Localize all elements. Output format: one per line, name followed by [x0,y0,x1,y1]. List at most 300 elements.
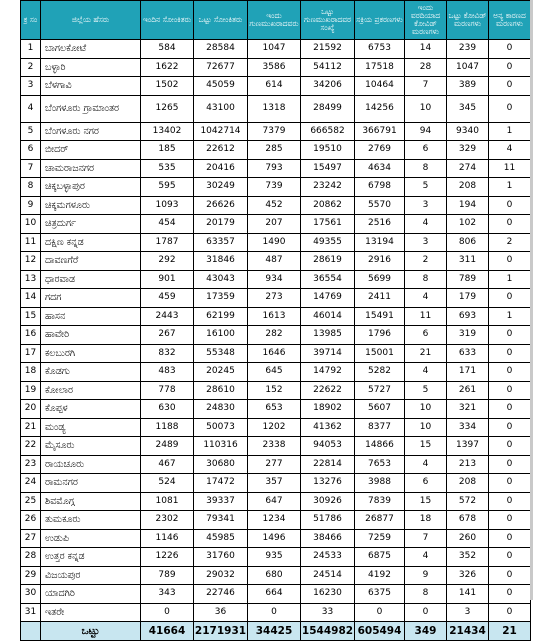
cell-today-cases: 343 [141,585,194,604]
header-today-deaths: ಇಂದು ವರದಿಯಾದ ಕೋವಿಡ್ ಮರಣಗಳು [405,1,447,40]
cell-active-cases: 15491 [355,307,405,326]
cell-total-deaths: 321 [447,400,489,419]
table-row [21,178,531,197]
cell-total-deaths: 261 [447,381,489,400]
cell-today-recovered: 282 [248,326,301,345]
cell-active-cases: 6875 [355,548,405,567]
cell-today-cases: 630 [141,400,194,419]
cell-today-cases: 1093 [141,196,194,215]
cell-today-deaths: 94 [405,122,447,141]
table-row [21,77,531,96]
cell-today-recovered: 7379 [248,122,301,141]
cell-today-cases: 778 [141,381,194,400]
table-row [21,215,531,234]
cell-active-cases: 13194 [355,233,405,252]
cell-serial: 5 [21,122,41,141]
cell-active-cases: 7839 [355,492,405,511]
cell-total-cases: 36 [194,603,248,622]
cell-total-deaths: 274 [447,159,489,178]
cell-today-deaths: 9 [405,566,447,585]
cell-total-deaths: 572 [447,492,489,511]
cell-serial: 15 [21,307,41,326]
cell-other-deaths: 2 [489,233,531,252]
cell-active-cases: 5699 [355,270,405,289]
cell-district: ಚಾಮರಾಜನಗರ [41,159,141,178]
cell-active-cases: 10464 [355,77,405,96]
table-row [21,196,531,215]
cell-total-cases: 20245 [194,363,248,382]
cell-today-deaths: 8 [405,585,447,604]
cell-serial: 23 [21,455,41,474]
cell-district: ದಕ್ಷಿಣ ಕನ್ನಡ [41,233,141,252]
cell-other-deaths: 0 [489,437,531,456]
cell-today-recovered: 207 [248,215,301,234]
cell-active-cases: 7259 [355,529,405,548]
cell-active-cases: 8377 [355,418,405,437]
cell-total-cases: 30680 [194,455,248,474]
header-district: ಜಿಲ್ಲೆಯ ಹೆಸರು [41,1,141,40]
cell-today-cases: 2489 [141,437,194,456]
cell-total-cases: 43100 [194,95,248,122]
cell-total-recovered: 23242 [301,178,355,197]
cell-district: ಮೈಸೂರು [41,437,141,456]
cell-total-recovered: 17561 [301,215,355,234]
cell-serial: 24 [21,474,41,493]
cell-today-recovered: 1047 [248,40,301,59]
cell-today-recovered: 1646 [248,344,301,363]
table-row [21,529,531,548]
table-row [21,159,531,178]
cell-serial: 18 [21,363,41,382]
cell-total-recovered: 13276 [301,474,355,493]
cell-other-deaths: 0 [489,492,531,511]
cell-district: ಯಾದಗಿರಿ [41,585,141,604]
cell-today-deaths: 21 [405,344,447,363]
cell-total-cases: 62199 [194,307,248,326]
cell-active-cases: 0 [355,603,405,622]
cell-total-cases: 26626 [194,196,248,215]
cell-total-recovered: 20862 [301,196,355,215]
cell-serial: 28 [21,548,41,567]
cell-today-cases: 459 [141,289,194,308]
cell-active-cases: 1796 [355,326,405,345]
cell-active-cases: 2916 [355,252,405,271]
cell-today-recovered: 1318 [248,95,301,122]
cell-total-cases: 1042714 [194,122,248,141]
cell-today-deaths: 11 [405,307,447,326]
cell-other-deaths: 0 [489,58,531,77]
cell-total-cases: 28584 [194,40,248,59]
cell-today-recovered: 2338 [248,437,301,456]
cell-total-cases: 29032 [194,566,248,585]
cell-active-cases: 17518 [355,58,405,77]
cell-today-recovered: 273 [248,289,301,308]
cell-total-recovered: 13985 [301,326,355,345]
district-covid-table [20,0,531,641]
cell-active-cases: 5727 [355,381,405,400]
cell-serial: 30 [21,585,41,604]
cell-today-recovered: 647 [248,492,301,511]
cell-total-recovered: 33 [301,603,355,622]
cell-district: ಉಡುಪಿ [41,529,141,548]
cell-today-recovered: 653 [248,400,301,419]
cell-today-cases: 1265 [141,95,194,122]
cell-active-cases: 2411 [355,289,405,308]
cell-today-deaths: 5 [405,381,447,400]
cell-active-cases: 6753 [355,40,405,59]
table-row [21,307,531,326]
cell-district: ರಾಯಚೂರು [41,455,141,474]
cell-active-cases: 5570 [355,196,405,215]
table-row [21,492,531,511]
cell-total-deaths: 678 [447,511,489,530]
cell-today-cases: 0 [141,603,194,622]
cell-serial: 3 [21,77,41,96]
cell-total-recovered: 666582 [301,122,355,141]
cell-active-cases: 2769 [355,141,405,160]
table-row [21,585,531,604]
cell-today-cases: 1787 [141,233,194,252]
cell-district: ತುಮಕೂರು [41,511,141,530]
cell-today-recovered: 285 [248,141,301,160]
cell-other-deaths: 1 [489,178,531,197]
cell-active-cases: 366791 [355,122,405,141]
cell-today-recovered: 645 [248,363,301,382]
cell-today-cases: 1081 [141,492,194,511]
cell-other-deaths: 0 [489,529,531,548]
cell-other-deaths: 0 [489,418,531,437]
table-row [21,548,531,567]
cell-total-cases: 110316 [194,437,248,456]
cell-total-cases: 17359 [194,289,248,308]
cell-other-deaths: 0 [489,511,531,530]
cell-total-cases: 31846 [194,252,248,271]
cell-today-cases: 483 [141,363,194,382]
table-row [21,233,531,252]
cell-today-deaths: 2 [405,252,447,271]
cell-total-deaths: 194 [447,196,489,215]
cell-today-deaths: 15 [405,437,447,456]
cell-total-deaths: 329 [447,141,489,160]
cell-total-recovered: 39714 [301,344,355,363]
cell-district: ಕೊಪ್ಪಳ [41,400,141,419]
cell-district: ಉತ್ತರ ಕನ್ನಡ [41,548,141,567]
cell-today-deaths: 10 [405,400,447,419]
cell-today-recovered: 739 [248,178,301,197]
total-today-recovered: 34425 [248,622,301,641]
cell-total-recovered: 14769 [301,289,355,308]
total-label: ಒಟ್ಟು [41,622,141,641]
cell-total-cases: 17472 [194,474,248,493]
cell-other-deaths: 0 [489,289,531,308]
cell-district: ದಾವಣಗೆರೆ [41,252,141,271]
total-row [21,622,531,641]
cell-other-deaths: 0 [489,455,531,474]
cell-today-cases: 292 [141,252,194,271]
cell-total-cases: 20416 [194,159,248,178]
cell-district: ಚಿಕ್ಕಬಳ್ಳಾಪುರ [41,178,141,197]
table-row [21,511,531,530]
cell-total-cases: 39337 [194,492,248,511]
cell-total-recovered: 18902 [301,400,355,419]
cell-total-cases: 28610 [194,381,248,400]
header-other-deaths: ಅನ್ಯ ಕಾರಣದ ಮರಣಗಳು [489,1,531,40]
cell-today-recovered: 664 [248,585,301,604]
cell-today-recovered: 0 [248,603,301,622]
header-today-recovered: ಇಂದು ಗುಣಮುಖರಾದವರು [248,1,301,40]
cell-district: ಮಂಡ್ಯ [41,418,141,437]
cell-district: ಧಾರವಾಡ [41,270,141,289]
cell-total-cases: 45059 [194,77,248,96]
cell-other-deaths: 0 [489,474,531,493]
cell-today-deaths: 3 [405,196,447,215]
cell-total-recovered: 51786 [301,511,355,530]
cell-district: ಬೆಂಗಳೂರು ಗ್ರಾಮಾಂತರ [41,95,141,122]
cell-total-deaths: 693 [447,307,489,326]
cell-total-recovered: 28619 [301,252,355,271]
cell-serial: 16 [21,326,41,345]
cell-today-cases: 467 [141,455,194,474]
cell-district: ಕಲಬುರಗಿ [41,344,141,363]
total-other-deaths: 21 [489,622,531,641]
cell-district: ಶಿವಮೊಗ್ಗ [41,492,141,511]
cell-total-recovered: 34206 [301,77,355,96]
cell-active-cases: 15001 [355,344,405,363]
cell-serial: 13 [21,270,41,289]
table-row [21,455,531,474]
cell-other-deaths: 0 [489,344,531,363]
cell-active-cases: 26877 [355,511,405,530]
cell-total-deaths: 239 [447,40,489,59]
cell-today-recovered: 487 [248,252,301,271]
cell-serial: 8 [21,178,41,197]
cell-other-deaths: 0 [489,252,531,271]
cell-serial: 21 [21,418,41,437]
table-row [21,141,531,160]
cell-today-deaths: 4 [405,548,447,567]
cell-today-recovered: 1202 [248,418,301,437]
table-row [21,603,531,622]
cell-total-cases: 50073 [194,418,248,437]
cell-today-cases: 454 [141,215,194,234]
cell-serial: 7 [21,159,41,178]
cell-total-cases: 43043 [194,270,248,289]
cell-today-deaths: 8 [405,159,447,178]
cell-total-recovered: 21592 [301,40,355,59]
cell-total-deaths: 345 [447,95,489,122]
cell-other-deaths: 0 [489,95,531,122]
cell-total-deaths: 806 [447,233,489,252]
total-active-cases: 605494 [355,622,405,641]
cell-today-cases: 1502 [141,77,194,96]
cell-total-cases: 22746 [194,585,248,604]
cell-district: ಚಿಕ್ಕಮಗಳೂರು [41,196,141,215]
cell-total-recovered: 24533 [301,548,355,567]
cell-total-deaths: 389 [447,77,489,96]
cell-total-recovered: 22622 [301,381,355,400]
cell-district: ಚಿತ್ರದುರ್ಗ [41,215,141,234]
table-row [21,289,531,308]
cell-district: ಗದಗ [41,289,141,308]
cell-total-recovered: 28499 [301,95,355,122]
cell-total-deaths: 319 [447,326,489,345]
cell-other-deaths: 1 [489,270,531,289]
cell-total-deaths: 334 [447,418,489,437]
cell-active-cases: 14866 [355,437,405,456]
cell-active-cases: 4192 [355,566,405,585]
cell-total-deaths: 208 [447,474,489,493]
cell-active-cases: 7653 [355,455,405,474]
cell-active-cases: 5282 [355,363,405,382]
cell-today-cases: 524 [141,474,194,493]
cell-today-deaths: 3 [405,233,447,252]
cell-today-cases: 185 [141,141,194,160]
cell-serial: 29 [21,566,41,585]
header-active-cases: ಸಕ್ರಿಯ ಪ್ರಕರಣಗಳು [355,1,405,40]
cell-today-recovered: 935 [248,548,301,567]
cell-total-deaths: 9340 [447,122,489,141]
cell-total-cases: 22612 [194,141,248,160]
cell-today-deaths: 6 [405,326,447,345]
cell-today-deaths: 10 [405,418,447,437]
cell-today-cases: 832 [141,344,194,363]
cell-total-cases: 31760 [194,548,248,567]
cell-today-cases: 2443 [141,307,194,326]
cell-today-deaths: 4 [405,455,447,474]
cell-total-recovered: 15497 [301,159,355,178]
cell-today-deaths: 0 [405,603,447,622]
total-today-cases: 41664 [141,622,194,641]
cell-today-cases: 2302 [141,511,194,530]
header-total-cases: ಒಟ್ಟು ಸೋಂಕಿತರು [194,1,248,40]
table-row [21,270,531,289]
header-serial: ಕ್ರ ಸಂ [21,1,41,40]
cell-active-cases: 6798 [355,178,405,197]
cell-today-cases: 1188 [141,418,194,437]
cell-total-deaths: 260 [447,529,489,548]
cell-district: ಬಳ್ಳಾರಿ [41,58,141,77]
cell-district: ಕೋಲಾರ [41,381,141,400]
table-row [21,566,531,585]
cell-today-cases: 789 [141,566,194,585]
cell-today-cases: 901 [141,270,194,289]
cell-today-deaths: 18 [405,511,447,530]
cell-district: ಬೆಂಗಳೂರು ನಗರ [41,122,141,141]
cell-total-deaths: 208 [447,178,489,197]
cell-other-deaths: 0 [489,566,531,585]
header-total-deaths: ಒಟ್ಟು ಕೋವಿಡ್ ಮರಣಗಳು [447,1,489,40]
table-row [21,326,531,345]
cell-other-deaths: 1 [489,122,531,141]
cell-total-recovered: 54112 [301,58,355,77]
cell-today-recovered: 357 [248,474,301,493]
cell-other-deaths: 0 [489,196,531,215]
cell-serial: 12 [21,252,41,271]
cell-total-deaths: 141 [447,585,489,604]
cell-today-cases: 1146 [141,529,194,548]
cell-other-deaths: 0 [489,585,531,604]
total-today-deaths: 349 [405,622,447,641]
header-today-cases: ಇಂದಿನ ಸೋಂಕಿತರು [141,1,194,40]
cell-today-deaths: 4 [405,363,447,382]
cell-total-recovered: 16230 [301,585,355,604]
cell-total-recovered: 19510 [301,141,355,160]
cell-other-deaths: 0 [489,363,531,382]
table-row [21,363,531,382]
cell-other-deaths: 11 [489,159,531,178]
cell-total-deaths: 179 [447,289,489,308]
cell-district: ಹಾಸನ [41,307,141,326]
cell-active-cases: 2516 [355,215,405,234]
cell-today-cases: 584 [141,40,194,59]
cell-district: ಬೀದರ್ [41,141,141,160]
cell-today-deaths: 7 [405,77,447,96]
cell-total-deaths: 1047 [447,58,489,77]
table-row [21,400,531,419]
cell-total-cases: 63357 [194,233,248,252]
cell-today-deaths: 14 [405,40,447,59]
cell-active-cases: 5607 [355,400,405,419]
table-header-row [21,1,531,40]
cell-serial: 22 [21,437,41,456]
cell-today-cases: 267 [141,326,194,345]
cell-today-recovered: 1234 [248,511,301,530]
cell-today-recovered: 1613 [248,307,301,326]
table-row [21,95,531,122]
cell-total-cases: 79341 [194,511,248,530]
cell-total-deaths: 311 [447,252,489,271]
cell-other-deaths: 0 [489,603,531,622]
cell-district: ಬಾಗಲಕೋಟೆ [41,40,141,59]
cell-today-deaths: 7 [405,529,447,548]
header-total-recovered: ಒಟ್ಟು ಗುಣಮುಖರಾದವರ ಸಂಖ್ಯೆ [301,1,355,40]
cell-today-deaths: 15 [405,492,447,511]
table-row [21,122,531,141]
cell-other-deaths: 0 [489,548,531,567]
cell-serial: 19 [21,381,41,400]
cell-total-deaths: 352 [447,548,489,567]
cell-total-recovered: 49355 [301,233,355,252]
cell-total-recovered: 46014 [301,307,355,326]
cell-total-deaths: 1397 [447,437,489,456]
total-serial [21,622,41,641]
cell-today-deaths: 4 [405,215,447,234]
cell-serial: 2 [21,58,41,77]
table-row [21,381,531,400]
cell-serial: 6 [21,141,41,160]
cell-today-deaths: 28 [405,58,447,77]
cell-today-deaths: 6 [405,141,447,160]
cell-serial: 11 [21,233,41,252]
cell-serial: 17 [21,344,41,363]
table-row [21,474,531,493]
cell-other-deaths: 0 [489,77,531,96]
cell-active-cases: 6375 [355,585,405,604]
cell-total-deaths: 633 [447,344,489,363]
cell-total-recovered: 38466 [301,529,355,548]
cell-today-deaths: 5 [405,178,447,197]
total-total-recovered: 1544982 [301,622,355,641]
cell-total-deaths: 213 [447,455,489,474]
cell-total-recovered: 24514 [301,566,355,585]
cell-other-deaths: 4 [489,141,531,160]
cell-active-cases: 14256 [355,95,405,122]
cell-district: ಇತರೇ [41,603,141,622]
cell-serial: 4 [21,95,41,122]
cell-district: ಬೆಳಗಾವಿ [41,77,141,96]
table-row [21,418,531,437]
cell-total-recovered: 14792 [301,363,355,382]
